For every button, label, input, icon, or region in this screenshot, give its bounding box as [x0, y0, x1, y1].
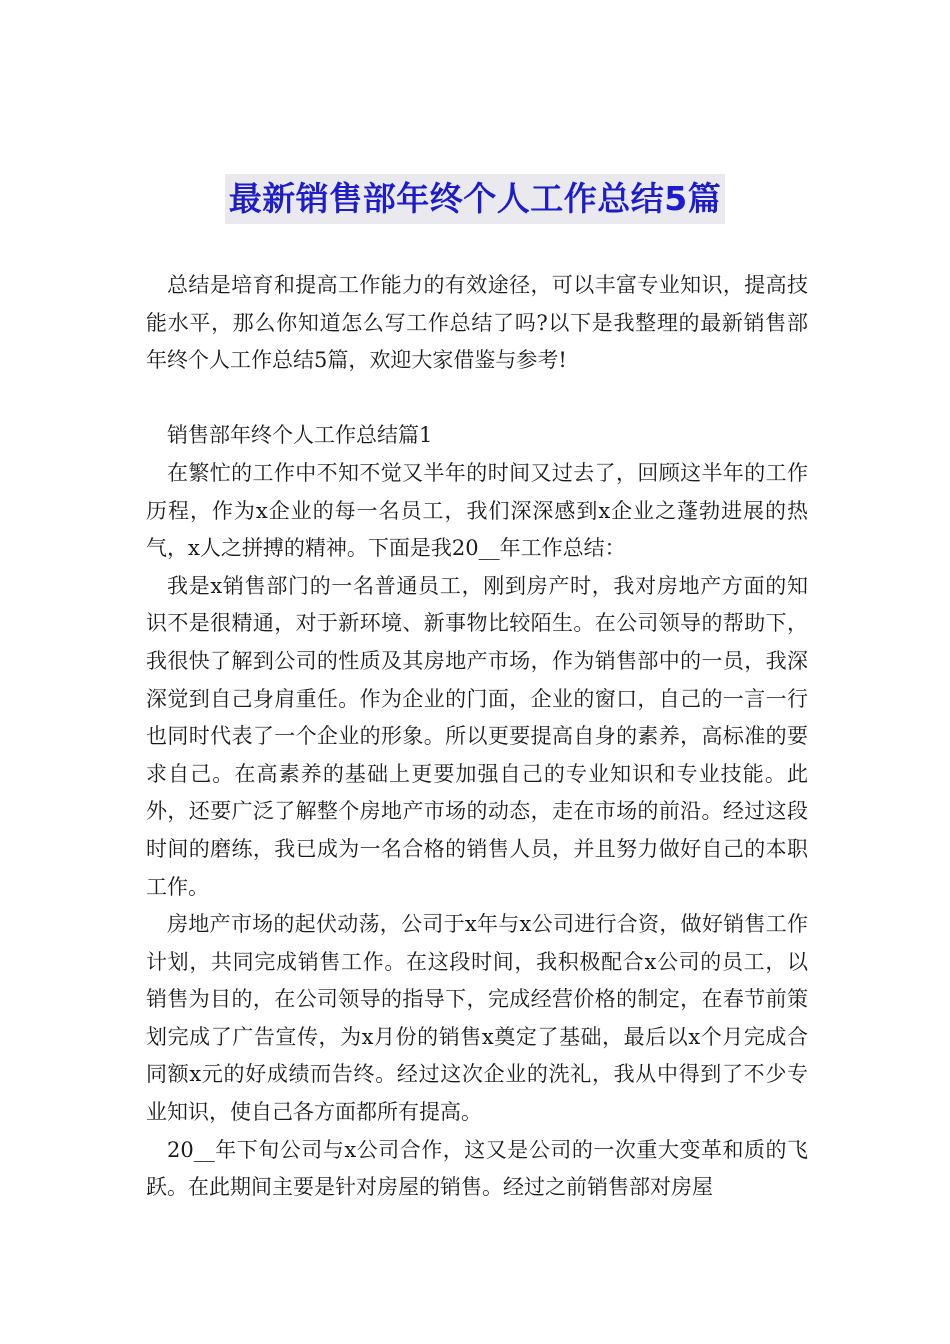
body-paragraph: 20__年下旬公司与x公司合作，这又是公司的一次重大变革和质的飞跃。在此期间主要是针对房屋的销售。经过之前销售部对房屋: [146, 1137, 808, 1200]
document-body: [146, 267, 808, 1207]
section-heading: 销售部年终个人工作总结篇1: [167, 423, 433, 448]
body-paragraph: 我是x销售部门的一名普通员工，刚到房产时，我对房地产方面的知识不是很精通，对于新环境、新事物比较陌生。在公司领导的帮助下，我很快了解到公司的性质及其房地产市场，作为销售部中的一员，我深深觉到自己身肩重任。作为企业的门面，企业的窗口，自己的一言一行也同时代表了一个企业的形象。所以更要提高自身的素养，高标准的要求自己。在高素养的基础上更要加强自己的专业知识和专业技能。此外，还要广泛了解整个房地产市场的动态，走在市场的前沿。经过这段时间的磨练，我已成为一名合格的销售人员，并且努力做好自己的本职工作。: [146, 573, 808, 899]
title-wrapper: [0, 174, 950, 224]
body-paragraph: 在繁忙的工作中不知不觉又半年的时间又过去了，回顾这半年的工作历程，作为x企业的每一名员工，我们深深感到x企业之蓬勃进展的热气，x人之拼搏的精神。下面是我20__年工作总结：: [146, 460, 808, 561]
paragraph-gap: [146, 380, 808, 418]
intro-paragraph: 总结是培育和提高工作能力的有效途径，可以丰富专业知识，提高技能水平，那么你知道怎么写工作总结了吗?以下是我整理的最新销售部年终个人工作总结5篇，欢迎大家借鉴与参考!: [146, 273, 808, 373]
body-paragraph: 房地产市场的起伏动荡，公司于x年与x公司进行合资，做好销售工作计划，共同完成销售工作。在这段时间，我积极配合x公司的员工，以销售为目的，在公司领导的指导下，完成经营价格的制定，在春节前策划完成了广告宣传，为x月份的销售x奠定了基础，最后以x个月完成合同额x元的好成绩而告终。经过这次企业的洗礼，我从中得到了不少专业知识，使自己各方面都所有提高。: [146, 912, 808, 1125]
document-title: 最新销售部年终个人工作总结5篇: [225, 174, 725, 224]
